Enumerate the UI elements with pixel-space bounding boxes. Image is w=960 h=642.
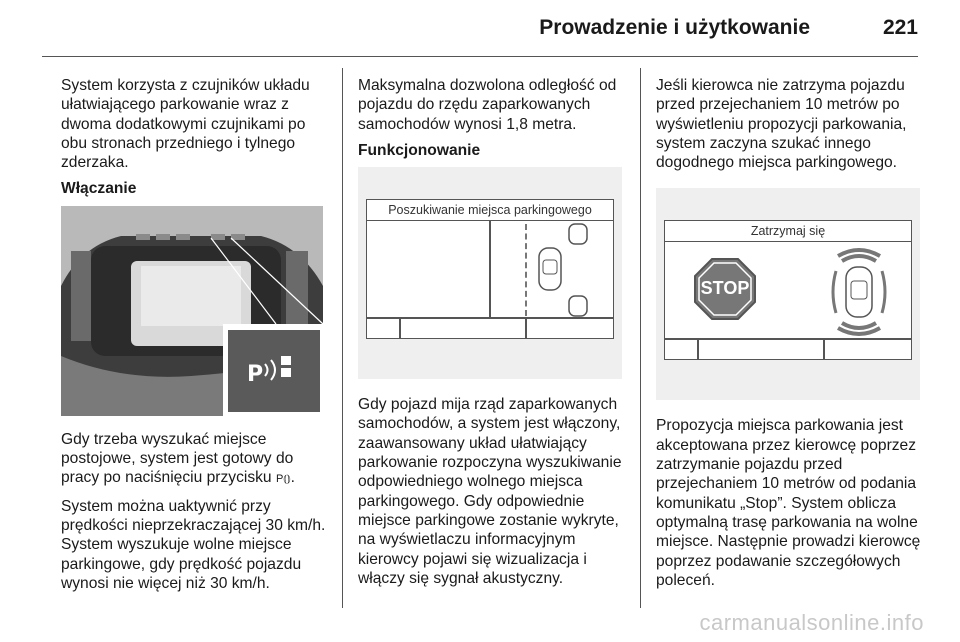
- column-divider-1: [342, 68, 343, 608]
- stop-sign-text: STOP: [700, 278, 750, 299]
- search-display-title: Poszukiwanie miejsca parkingowego: [367, 200, 613, 221]
- search-display-screen: [366, 199, 614, 339]
- header-divider: [42, 56, 918, 57]
- page-header-title: Prowadzenie i użytkowanie: [539, 16, 810, 39]
- heading-wlaczanie: Włączanie: [61, 180, 137, 198]
- search-display-figure: [358, 167, 622, 379]
- car-sensors-icon: [820, 247, 900, 337]
- paragraph-10m: Jeśli kierowca nie zatrzyma pojazdu przed przejechaniem 10 metrów po wyświetleniu propozycji parkowania, system zaczyna szukać innego dogodnego miejsca parkingowego.: [656, 77, 907, 172]
- paragraph-operation: Gdy pojazd mija rząd zaparkowanych samochodów, a system jest włączony, zaawansowany układ ułatwiający parkowanie rozpoczyna wyszukiwanie odpowiedniego wolnego miejsca parkingowego. Gdy odpowiednie miejsce parkingowe zostanie wykryte, na wyświetlaczu informacyjnym kierowcy pojawi się wizualizacja i włączy się sygnał akustyczny.: [358, 396, 622, 587]
- paragraph-button: Gdy trzeba wyszukać miejsce postojowe, system jest gotowy do pracy po naciśnięciu przycisku P⦅⦆.: [61, 430, 295, 487]
- console-illustration: [61, 206, 323, 416]
- heading-funkcjonowanie: Funkcjonowanie: [358, 141, 481, 159]
- paragraph-stop: Propozycja miejsca parkowania jest akceptowana przez kierowcę poprzez zatrzymanie pojazdu przed przejechaniem 10 metrów od podania komunikatu „Stop”. System oblicza optymalną trasę parkowania na wolne miejsce. Następnie prowadzi kierowcę poprzez podawanie szczegółowych poleceń.: [656, 417, 921, 589]
- paragraph-speed: System można uaktywnić przy prędkości nieprzekraczającej 30 km/h. System wyszukuje wolne miejsce parkingowe, gdy prędkość pojazdu wynosi nie więcej niż 30 km/h.: [61, 497, 326, 592]
- column-3: [656, 76, 922, 597]
- parking-button-symbol: P⦅⦆: [275, 473, 291, 486]
- column-2: [358, 76, 628, 595]
- watermark: carmanualsonline.info: [699, 610, 924, 635]
- paragraph-button-text: Gdy trzeba wyszukać miejsce postojowe, system jest gotowy do pracy po naciśnięciu przycisku: [61, 430, 294, 487]
- page-number: 221: [882, 16, 918, 39]
- column-divider-2: [640, 68, 641, 608]
- column-1: [61, 76, 329, 600]
- parked-cars-icon: [537, 222, 607, 318]
- stop-display-figure: [656, 188, 920, 400]
- lane-dashed-line: [525, 224, 527, 316]
- svg-text:P: P: [247, 361, 264, 387]
- console-photo: [61, 206, 323, 416]
- stop-display-title: Zatrzymaj się: [665, 221, 911, 242]
- paragraph-distance: Maksymalna dozwolona odległość od pojazdu do rzędu zaparkowanych samochodów wynosi 1,8 metra.: [358, 77, 617, 133]
- paragraph-sensors: System korzysta z czujników układu ułatwiającego parkowanie wraz z dwoma dodatkowymi czujnikami po obu stronach przedniego i tylnego zderzaka.: [61, 77, 310, 172]
- divider-line: [489, 221, 491, 317]
- stop-display-screen: [664, 220, 912, 360]
